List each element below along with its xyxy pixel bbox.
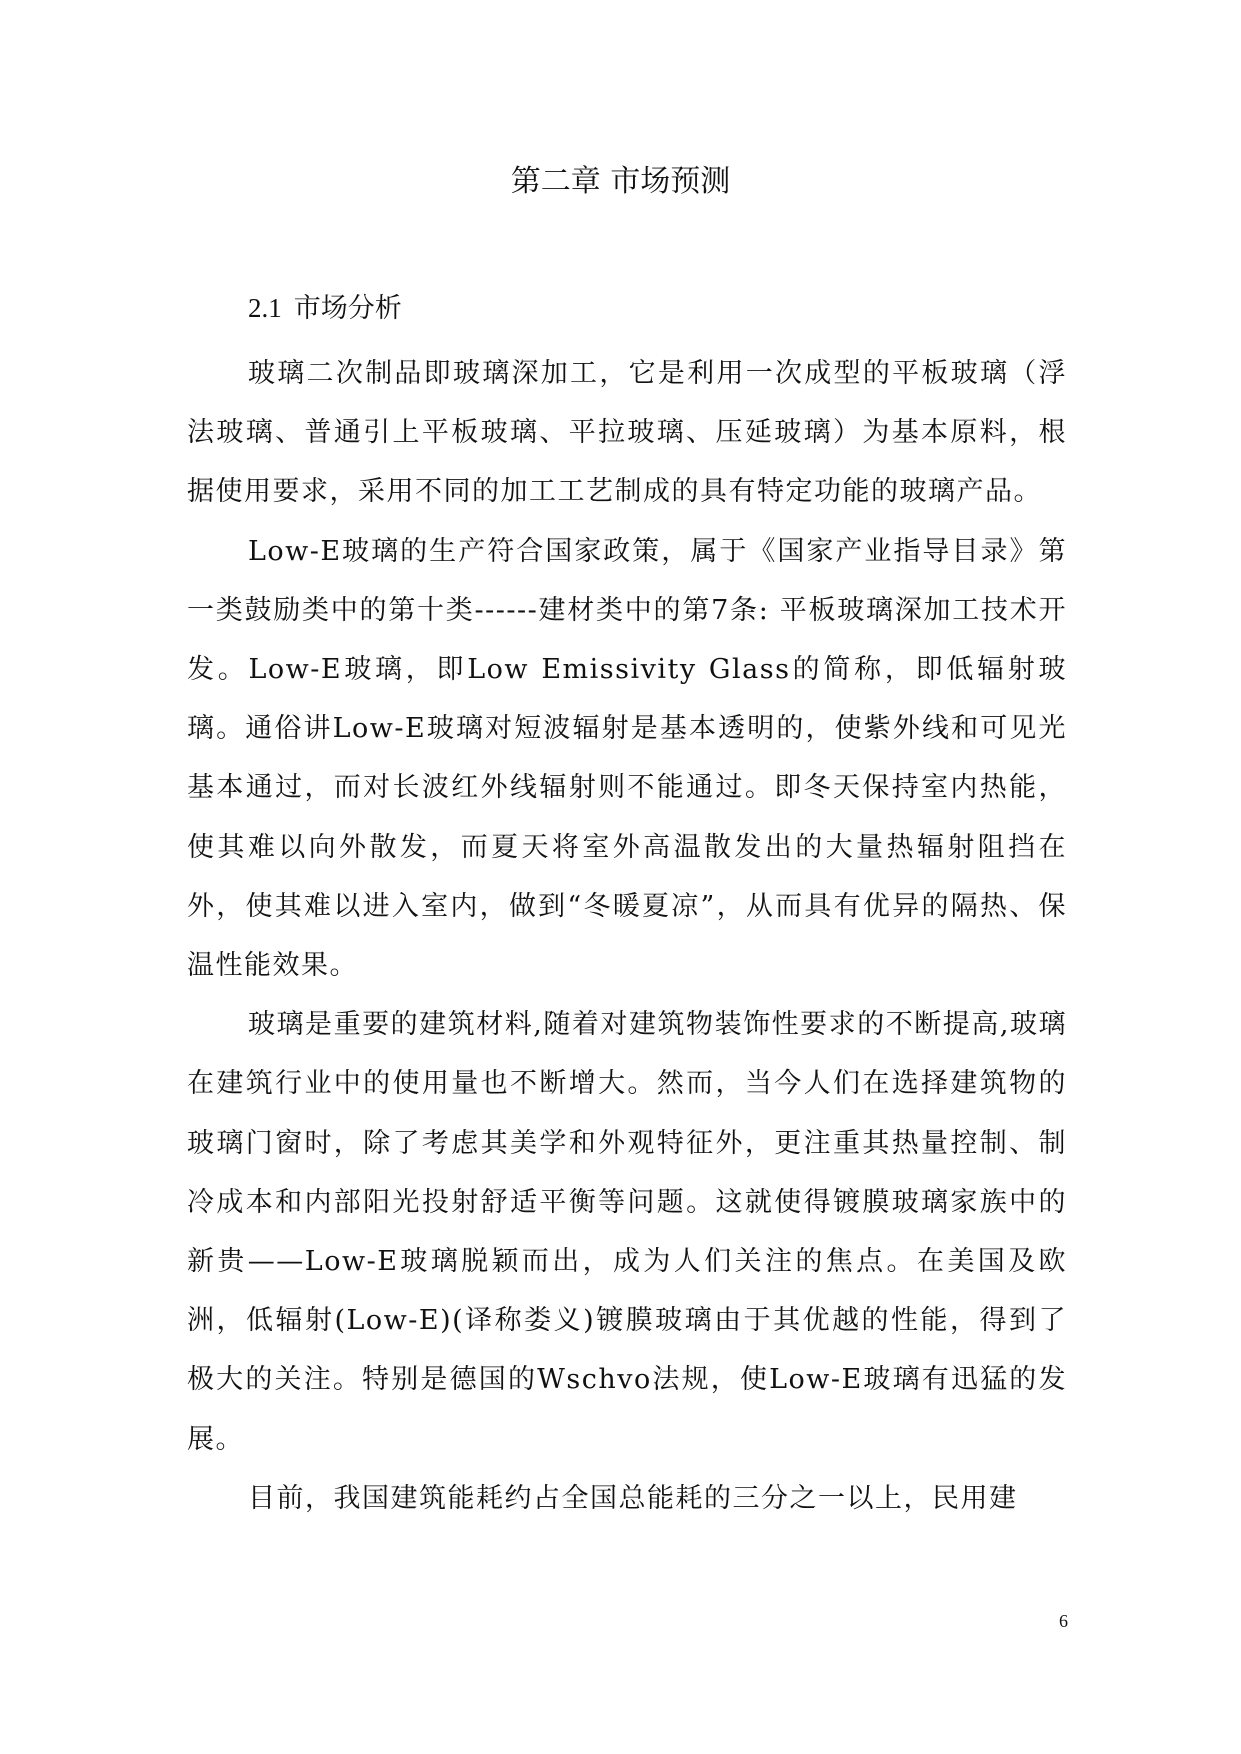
section-heading [248,290,402,327]
paragraph-low-e-policy: Low-E玻璃的生产符合国家政策，属于《国家产业指导目录》第一类鼓励类中的第十类------建材类中的第7条: 平板玻璃深加工技术开发。Low-E玻璃，即Low Emissivity Glass的简称，即低辐射玻璃。通俗讲Low-E玻璃对短波辐射是基本透明的，使紫外线和可见光基本通过，而对长波红外线辐射则不能通过。即冬天保持室内热能，使其难以向外散发，而夏天将室外高温散发出的大量热辐射阻挡在外，使其难以进入室内，做到“冬暖夏凉”，从而具有优异的隔热、保温性能效果。 [187,535,1067,982]
paragraph-energy-consumption: 目前，我国建筑能耗约占全国总能耗的三分之一以上，民用建 [248,1482,1018,1514]
paragraph-glass-processing: 玻璃二次制品即玻璃深加工，它是利用一次成型的平板玻璃（浮法玻璃、普通引上平板玻璃、平拉玻璃、压延玻璃）为基本原料，根据使用要求，采用不同的加工工艺制成的具有特定功能的玻璃产品。 [187,358,1067,508]
section-title: 市场分析 [293,293,402,324]
paragraph-building-glass: 玻璃是重要的建筑材料,随着对建筑物装饰性要求的不断提高,玻璃在建筑行业中的使用量也不断增大。然而，当今人们在选择建筑物的玻璃门窗时，除了考虑其美学和外观特征外，更注重其热量控制、制冷成本和内部阳光投射舒适平衡等问题。这就使得镀膜玻璃家族中的新贵——Low-E玻璃脱颖而出，成为人们关注的焦点。在美国及欧洲，低辐射(Low-E)(译称娄义)镀膜玻璃由于其优越的性能，得到了极大的关注。特别是德国的Wschvo法规，使Low-E玻璃有迅猛的发展。 [187,1009,1067,1455]
section-number: 2.1 [248,293,282,323]
chapter-title: 第二章 市场预测 [510,164,731,199]
body-text [187,344,1067,1528]
page-number: 6 [1059,1611,1068,1631]
